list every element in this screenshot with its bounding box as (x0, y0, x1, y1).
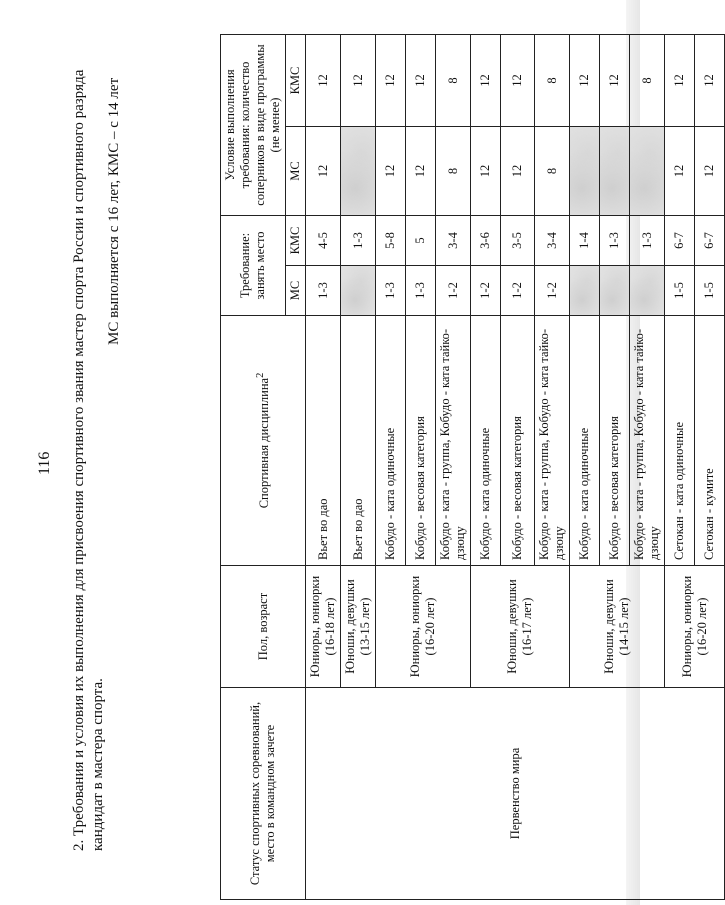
header-discipline-text: Спортивная дисциплина (257, 377, 272, 509)
section-heading: 2. Требования и условия их выполнения для присвоения спортивного звания мастер спорта России и спортивного разряда кандидат в мастера спорта. (71, 69, 106, 851)
discipline-cell: Кобудо - весовая категория (600, 316, 630, 566)
opponents-kms-cell: 8 (535, 35, 570, 127)
discipline-cell: Кобудо - ката одиночные (471, 316, 501, 566)
opponents-ms-cell (630, 127, 665, 216)
place-kms-cell: 5 (406, 216, 436, 266)
age-requirement-note: МС выполняется с 16 лет, КМС – с 14 лет (106, 77, 122, 345)
opponents-kms-cell: 12 (306, 35, 341, 127)
place-ms-cell: 1-2 (501, 266, 535, 316)
opponents-ms-cell: 12 (376, 127, 406, 216)
opponents-kms-cell: 12 (600, 35, 630, 127)
opponents-kms-cell: 12 (665, 35, 695, 127)
place-ms-cell: 1-5 (695, 266, 725, 316)
discipline-cell: Кобудо - ката - группа, Кобудо - ката тайко-дзюцу (436, 316, 471, 566)
opponents-kms-cell: 12 (341, 35, 376, 127)
subheader-kms: КМС (286, 216, 306, 266)
footnote-marker: 2 (255, 372, 267, 378)
discipline-cell: Кобудо - ката одиночные (570, 316, 600, 566)
place-ms-cell: 1-3 (406, 266, 436, 316)
sex-age-cell: Юниоры, юниорки (16-20 лет) (665, 566, 725, 688)
opponents-ms-cell (600, 127, 630, 216)
opponents-kms-cell: 12 (501, 35, 535, 127)
opponents-ms-cell: 12 (695, 127, 725, 216)
header-row (221, 35, 286, 900)
discipline-cell: Кобудо - ката - группа, Кобудо - ката тайко-дзюцу (535, 316, 570, 566)
subheader-ms: МС (286, 266, 306, 316)
discipline-cell: Вьет во дао (306, 316, 341, 566)
discipline-cell: Кобудо - весовая категория (406, 316, 436, 566)
discipline-cell: Вьет во дао (341, 316, 376, 566)
subheader-ms: МС (286, 127, 306, 216)
header-opponents-requirement: Условие выполнения требования: количество соперников в виде программы (не менее) (221, 35, 286, 216)
discipline-cell: Кобудо - ката одиночные (376, 316, 406, 566)
sex-age-cell: Юниоры, юниорки (16-20 лет) (376, 566, 471, 688)
opponents-kms-cell: 8 (630, 35, 665, 127)
place-ms-cell: 1-3 (376, 266, 406, 316)
opponents-kms-cell: 8 (436, 35, 471, 127)
place-ms-cell: 1-2 (535, 266, 570, 316)
place-kms-cell: 5-8 (376, 216, 406, 266)
place-kms-cell: 1-3 (341, 216, 376, 266)
place-ms-cell: 1-3 (306, 266, 341, 316)
place-ms-cell: 1-2 (471, 266, 501, 316)
opponents-kms-cell: 12 (471, 35, 501, 127)
place-kms-cell: 4-5 (306, 216, 341, 266)
opponents-kms-cell: 12 (406, 35, 436, 127)
competition-status-cell: Первенство мира (306, 688, 725, 900)
sex-age-cell: Юноши, девушки (16-17 лет) (471, 566, 570, 688)
header-discipline (221, 316, 306, 566)
opponents-kms-cell: 12 (376, 35, 406, 127)
header-status: Статус спортивных соревнований, место в командном зачете (221, 688, 306, 900)
page-number: 116 (36, 451, 53, 475)
discipline-cell: Кобудо - ката - группа, Кобудо - ката тайко-дзюцу (630, 316, 665, 566)
opponents-ms-cell: 12 (665, 127, 695, 216)
place-ms-cell (600, 266, 630, 316)
place-kms-cell: 3-5 (501, 216, 535, 266)
place-ms-cell (341, 266, 376, 316)
discipline-cell: Сетокан - ката одиночные (665, 316, 695, 566)
discipline-cell: Сетокан - кумите (695, 316, 725, 566)
table-row (306, 35, 341, 900)
place-kms-cell: 6-7 (695, 216, 725, 266)
sex-age-cell: Юноши, девушки (14-15 лет) (570, 566, 665, 688)
place-ms-cell: 1-2 (436, 266, 471, 316)
place-kms-cell: 3-4 (535, 216, 570, 266)
sex-age-cell: Юниоры, юниорки (16-18 лет) (306, 566, 341, 688)
opponents-ms-cell: 12 (306, 127, 341, 216)
sex-age-cell: Юноши, девушки (13-15 лет) (341, 566, 376, 688)
opponents-kms-cell: 12 (695, 35, 725, 127)
place-ms-cell: 1-5 (665, 266, 695, 316)
place-ms-cell (630, 266, 665, 316)
discipline-cell: Кобудо - весовая категория (501, 316, 535, 566)
place-kms-cell: 1-4 (570, 216, 600, 266)
opponents-ms-cell (341, 127, 376, 216)
table-body (306, 35, 725, 900)
place-kms-cell: 1-3 (600, 216, 630, 266)
place-kms-cell: 6-7 (665, 216, 695, 266)
place-ms-cell (570, 266, 600, 316)
opponents-ms-cell (570, 127, 600, 216)
opponents-kms-cell: 12 (570, 35, 600, 127)
requirements-table (220, 34, 725, 900)
opponents-ms-cell: 8 (436, 127, 471, 216)
header-sex-age: Пол, возраст (221, 566, 306, 688)
place-kms-cell: 1-3 (630, 216, 665, 266)
opponents-ms-cell: 8 (535, 127, 570, 216)
place-kms-cell: 3-4 (436, 216, 471, 266)
opponents-ms-cell: 12 (501, 127, 535, 216)
header-place-requirement: Требование: занять место (221, 216, 286, 316)
place-kms-cell: 3-6 (471, 216, 501, 266)
opponents-ms-cell: 12 (406, 127, 436, 216)
opponents-ms-cell: 12 (471, 127, 501, 216)
subheader-kms: КМС (286, 35, 306, 127)
